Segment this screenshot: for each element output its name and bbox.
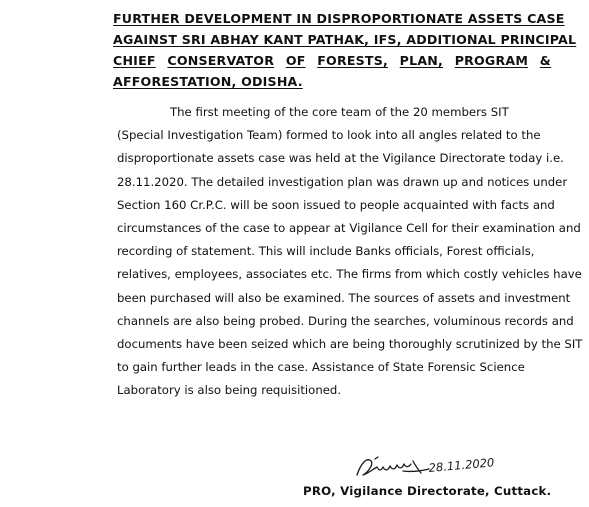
signatory-line: PRO, Vigilance Directorate, Cuttack. <box>303 484 552 498</box>
title-word: FORESTS, <box>317 53 388 68</box>
body-line: 28.11.2020. The detailed investigation plan was drawn up and notices under <box>117 174 568 189</box>
title-word: CHIEF <box>113 53 156 68</box>
body-line: Laboratory is also being requisitioned. <box>117 383 342 398</box>
title-line-3 <box>113 50 551 71</box>
body-line: Section 160 Cr.P.C. will be soon issued to people acquainted with facts and <box>117 197 555 212</box>
body-line: (Special Investigation Team) formed to look into all angles related to the <box>117 128 541 143</box>
handwritten-signature <box>355 451 525 485</box>
press-release-title <box>113 8 577 92</box>
body-line: recording of statement. This will include Banks officials, Forest officials, <box>117 244 535 259</box>
signature-date: 28.11.2020 <box>428 455 495 475</box>
body-line: The first meeting of the core team of the 20 members SIT <box>170 105 509 119</box>
body-line: disproportionate assets case was held at the Vigilance Directorate today i.e. <box>117 151 564 166</box>
title-word: OF <box>285 53 306 68</box>
body-line: been purchased will also be examined. The sources of assets and investment <box>117 290 571 305</box>
title-line-2: AGAINST SRI ABHAY KANT PATHAK, IFS, ADDITIONAL PRINCIPAL <box>113 32 577 47</box>
title-word: & <box>539 53 551 68</box>
body-line: to gain further leads in the case. Assistance of State Forensic Science <box>117 360 525 375</box>
body-paragraph <box>117 101 583 403</box>
body-line: relatives, employees, associates etc. The firms from which costly vehicles have <box>117 267 582 282</box>
body-line: channels are also being probed. During the searches, voluminous records and <box>117 313 574 328</box>
title-line-4: AFFORESTATION, ODISHA. <box>113 74 303 89</box>
title-word: PROGRAM <box>454 53 529 68</box>
title-word: PLAN, <box>399 53 443 68</box>
body-line: documents have been seized which are being thoroughly scrutinized by the SIT <box>117 337 583 352</box>
title-line-1: FURTHER DEVELOPMENT IN DISPROPORTIONATE ASSETS CASE <box>113 11 565 26</box>
body-line: circumstances of the case to appear at Vigilance Cell for their examination and <box>117 221 581 236</box>
signature-drawing <box>355 451 525 485</box>
title-word: CONSERVATOR <box>167 53 275 68</box>
